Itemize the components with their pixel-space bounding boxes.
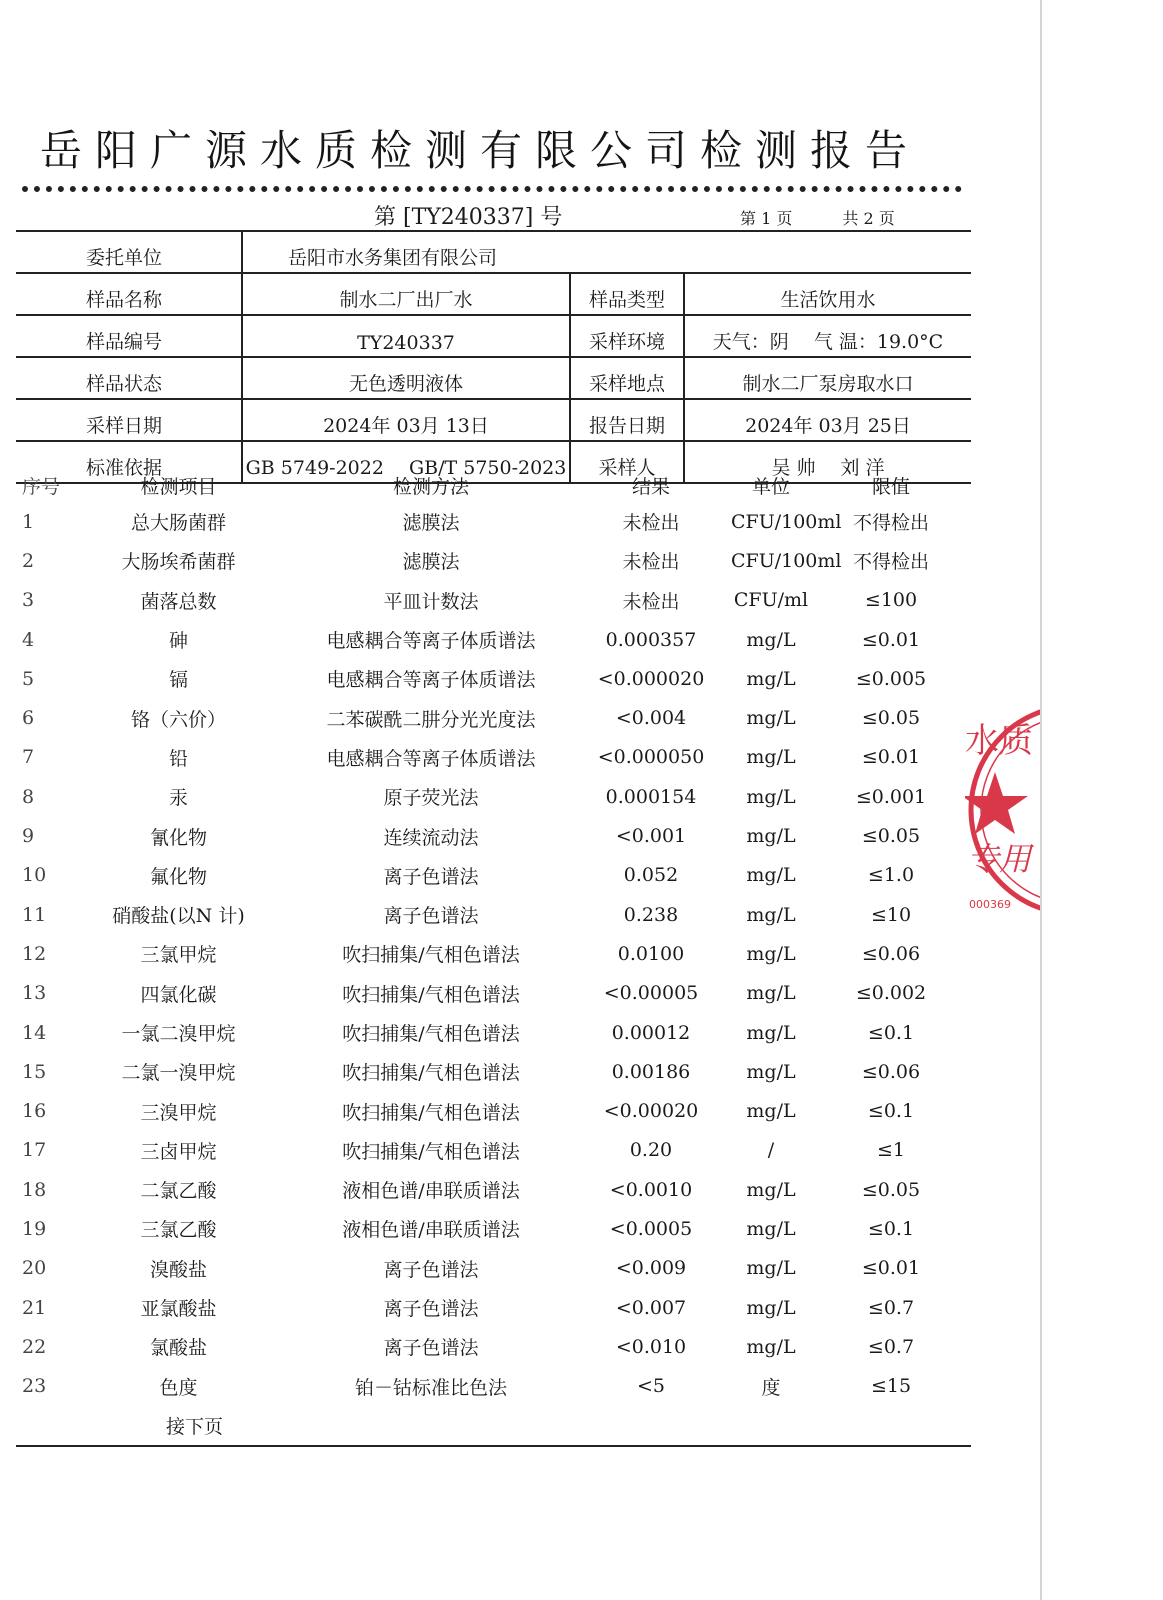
cell-limit: ≤0.7 (867, 1296, 915, 1319)
cell-seq: 22 (22, 1335, 47, 1358)
cell-method: 吹扫捕集/气相色谱法 (342, 1062, 520, 1085)
info-label: 采样地点 (570, 357, 684, 399)
table-row (16, 659, 971, 698)
cell-method: 滤膜法 (402, 551, 460, 574)
cell-limit: ≤15 (870, 1375, 912, 1398)
col-header-method: 检测方法 (392, 475, 469, 498)
cell-seq: 19 (22, 1217, 47, 1240)
cell-unit: mg/L (746, 667, 796, 690)
cell-limit: ≤0.01 (861, 628, 921, 651)
cell-seq: 15 (22, 1060, 47, 1083)
seal-code: 000369 (969, 898, 1011, 911)
info-label: 采样日期 (16, 399, 242, 441)
cell-seq: 6 (22, 707, 35, 730)
cell-result: 未检出 (622, 551, 680, 574)
cell-result: 0.00012 (611, 1021, 691, 1044)
table-row (16, 1013, 971, 1052)
page-total: 共 2 页 (842, 209, 895, 228)
cell-unit: mg/L (746, 1335, 796, 1358)
cell-unit: mg/L (746, 942, 796, 965)
cell-method: 原子荧光法 (383, 787, 479, 810)
info-row (16, 315, 971, 357)
cell-unit: mg/L (746, 864, 796, 887)
page-counter (740, 206, 895, 229)
info-value: 吴 帅 刘 洋 (684, 441, 971, 483)
cell-item: 亚氯酸盐 (140, 1298, 217, 1321)
table-row (16, 1249, 971, 1288)
table-row (16, 974, 971, 1013)
cell-result: <0.000020 (597, 667, 705, 690)
cell-item: 三氯甲烷 (140, 944, 217, 967)
cell-method: 吹扫捕集/气相色谱法 (342, 1101, 520, 1124)
cell-method: 离子色谱法 (383, 1258, 479, 1281)
cell-item: 三氯乙酸 (140, 1219, 217, 1242)
cell-method: 电感耦合等离子体质谱法 (326, 630, 536, 653)
info-value: 生活饮用水 (684, 273, 971, 315)
cell-result: 0.00186 (611, 1060, 691, 1083)
cell-result: <0.00005 (603, 982, 699, 1005)
table-row (16, 1288, 971, 1327)
table-row (16, 1131, 971, 1170)
col-header-seq: 序号 (22, 475, 61, 498)
continued-seq (16, 1406, 66, 1446)
cell-method: 滤膜法 (402, 512, 460, 535)
page-edge (1040, 0, 1042, 1600)
cell-result: <0.00020 (603, 1100, 699, 1123)
info-label: 样品编号 (16, 315, 242, 357)
cell-unit: mg/L (746, 746, 796, 769)
col-header-result: 结果 (631, 475, 670, 498)
info-row (16, 399, 971, 441)
info-label: 样品名称 (16, 273, 242, 315)
cell-unit: mg/L (746, 1178, 796, 1201)
cell-result: <0.0010 (609, 1178, 693, 1201)
info-value: 2024年 03月 13日 (242, 399, 570, 441)
report-title: 岳阳广源水质检测有限公司检测报告 (40, 126, 921, 175)
table-row (16, 1367, 971, 1406)
col-header-item: 检测项目 (140, 475, 217, 498)
seal-text-top: 水质 (965, 721, 1033, 761)
cell-result: 未检出 (622, 590, 680, 613)
cell-item: 溴酸盐 (149, 1258, 207, 1281)
cell-item: 汞 (168, 787, 188, 810)
cell-method: 离子色谱法 (383, 1337, 479, 1360)
table-row (16, 1170, 971, 1209)
cell-method: 吹扫捕集/气相色谱法 (342, 1140, 520, 1163)
cell-result: 0.052 (623, 864, 679, 887)
cell-result: 0.0100 (617, 942, 685, 965)
cell-limit: ≤0.1 (867, 1021, 915, 1044)
cell-item: 硝酸盐(以N 计) (112, 905, 245, 928)
cell-limit: ≤10 (870, 903, 912, 926)
title-divider (22, 186, 962, 192)
table-row (16, 738, 971, 777)
cell-limit: 不得检出 (852, 551, 929, 574)
cell-seq: 23 (22, 1375, 47, 1398)
cell-item: 总大肠菌群 (130, 512, 226, 535)
table-row (16, 856, 971, 895)
info-value: 2024年 03月 25日 (684, 399, 971, 441)
cell-seq: 2 (22, 549, 35, 572)
cell-method: 离子色谱法 (383, 1298, 479, 1321)
seal-graphic (965, 690, 1040, 930)
cell-item: 氰化物 (149, 826, 207, 849)
cell-method: 电感耦合等离子体质谱法 (326, 669, 536, 692)
cell-seq: 7 (22, 746, 35, 769)
info-row (16, 231, 971, 273)
cell-item: 铬（六价） (130, 708, 226, 731)
cell-item: 大肠埃希菌群 (121, 551, 236, 574)
cell-method: 吹扫捕集/气相色谱法 (342, 1023, 520, 1045)
red-seal (965, 690, 1040, 930)
results-body (16, 502, 971, 1446)
info-label: 样品类型 (570, 273, 684, 315)
table-row (16, 502, 971, 541)
cell-limit: ≤0.06 (861, 942, 921, 965)
cell-method: 吹扫捕集/气相色谱法 (342, 944, 520, 967)
cell-unit: mg/L (746, 982, 796, 1005)
info-label: 采样人 (570, 441, 684, 483)
cell-item: 二氯乙酸 (140, 1180, 217, 1203)
cell-limit: ≤0.1 (867, 1100, 915, 1123)
cell-unit: mg/L (746, 825, 796, 848)
cell-unit: mg/L (746, 1217, 796, 1240)
continued-row (16, 1406, 971, 1446)
cell-item: 三溴甲烷 (140, 1101, 217, 1124)
cell-result: 0.238 (623, 903, 679, 926)
continued-note: 接下页 (66, 1406, 971, 1446)
info-label: 采样环境 (570, 315, 684, 357)
info-label: 标准依据 (16, 441, 242, 483)
cell-limit: ≤0.002 (855, 982, 927, 1005)
info-value: 天气：阴 气 温：19.0°C (684, 315, 971, 357)
report-number: 第 [TY240337] 号 (374, 205, 563, 230)
cell-result: <0.000050 (597, 746, 705, 769)
info-value: 制水二厂出厂水 (242, 273, 570, 315)
cell-unit: mg/L (746, 707, 796, 730)
table-row (16, 1052, 971, 1091)
table-row (16, 1209, 971, 1248)
cell-unit: 度 (761, 1376, 781, 1399)
table-row (16, 934, 971, 973)
cell-method: 二苯碳酰二肼分光光度法 (326, 708, 536, 731)
cell-result: 未检出 (622, 512, 680, 535)
table-row (16, 816, 971, 855)
cell-unit: CFU/100ml (731, 510, 842, 533)
info-value: GB 5749-2022 GB/T 5750-2023 (242, 441, 570, 483)
cell-item: 一氯二溴甲烷 (121, 1023, 236, 1045)
cell-method: 离子色谱法 (383, 905, 479, 928)
info-value: 无色透明液体 (242, 357, 570, 399)
cell-seq: 12 (22, 942, 47, 965)
cell-seq: 1 (22, 510, 35, 533)
info-label: 委托单位 (16, 231, 242, 273)
seal-text-bottom: 专用 (967, 840, 1032, 878)
cell-limit: ≤0.001 (855, 785, 927, 808)
cell-seq: 14 (22, 1021, 47, 1044)
cell-seq: 17 (22, 1139, 47, 1162)
cell-unit: mg/L (746, 1100, 796, 1123)
cell-unit: mg/L (746, 1257, 796, 1280)
results-header-row (16, 468, 971, 502)
cell-unit: mg/L (746, 1060, 796, 1083)
cell-result: <0.010 (615, 1335, 687, 1358)
cell-unit: / (767, 1139, 775, 1162)
table-row (16, 698, 971, 737)
cell-item: 四氯化碳 (140, 983, 217, 1006)
col-header-limit: 限值 (871, 475, 910, 498)
cell-method: 电感耦合等离子体质谱法 (326, 747, 536, 770)
table-row (16, 1091, 971, 1130)
cell-result: <0.004 (615, 707, 687, 730)
cell-unit: mg/L (746, 1296, 796, 1319)
info-value: 制水二厂泵房取水口 (684, 357, 971, 399)
table-row (16, 1327, 971, 1366)
cell-seq: 18 (22, 1178, 47, 1201)
cell-result: <0.009 (615, 1257, 687, 1280)
cell-seq: 8 (22, 785, 35, 808)
cell-result: <0.007 (615, 1296, 687, 1319)
cell-item: 三卤甲烷 (140, 1140, 217, 1163)
table-row (16, 581, 971, 620)
cell-unit: CFU/100ml (731, 549, 842, 572)
cell-seq: 11 (22, 903, 47, 926)
cell-unit: mg/L (746, 1021, 796, 1044)
cell-item: 氟化物 (149, 865, 207, 888)
cell-unit: mg/L (746, 785, 796, 808)
cell-seq: 16 (22, 1100, 47, 1123)
cell-limit: ≤0.06 (861, 1060, 921, 1083)
col-header-unit: 单位 (751, 475, 790, 498)
table-row (16, 777, 971, 816)
cell-item: 菌落总数 (140, 590, 217, 613)
cell-unit: mg/L (746, 628, 796, 651)
cell-limit: ≤0.01 (861, 746, 921, 769)
info-row (16, 273, 971, 315)
cell-limit: ≤0.1 (867, 1217, 915, 1240)
cell-limit: ≤1 (876, 1139, 905, 1162)
cell-seq: 5 (22, 667, 35, 690)
cell-seq: 9 (22, 825, 35, 848)
cell-unit: CFU/ml (733, 589, 809, 612)
cell-method: 铂－钴标准比色法 (354, 1376, 507, 1399)
cell-limit: ≤0.05 (861, 825, 921, 848)
cell-result: <5 (636, 1375, 665, 1398)
cell-seq: 3 (22, 589, 35, 612)
cell-limit: 不得检出 (852, 512, 929, 535)
cell-limit: ≤1.0 (867, 864, 915, 887)
table-row (16, 895, 971, 934)
info-label: 样品状态 (16, 357, 242, 399)
cell-method: 吹扫捕集/气相色谱法 (342, 983, 520, 1006)
cell-limit: ≤0.05 (861, 707, 921, 730)
results-table (16, 468, 971, 1447)
cell-seq: 4 (22, 628, 35, 651)
cell-method: 液相色谱/串联质谱法 (342, 1219, 520, 1242)
cell-seq: 13 (22, 982, 47, 1005)
cell-method: 平皿计数法 (383, 590, 479, 613)
info-value: TY240337 (242, 315, 570, 357)
cell-seq: 20 (22, 1257, 47, 1280)
info-label: 报告日期 (570, 399, 684, 441)
cell-seq: 21 (22, 1296, 47, 1319)
cell-item: 砷 (168, 630, 188, 653)
cell-result: 0.000154 (605, 785, 697, 808)
table-row (16, 620, 971, 659)
cell-result: <0.001 (615, 825, 687, 848)
cell-item: 氯酸盐 (149, 1337, 207, 1360)
cell-result: 0.000357 (605, 628, 697, 651)
cell-method: 离子色谱法 (383, 865, 479, 888)
cell-method: 液相色谱/串联质谱法 (342, 1180, 520, 1203)
info-value: 岳阳市水务集团有限公司 (242, 231, 971, 273)
sample-info-table (16, 230, 971, 484)
cell-limit: ≤0.005 (855, 667, 927, 690)
cell-limit: ≤0.01 (861, 1257, 921, 1280)
info-row (16, 357, 971, 399)
cell-item: 二氯一溴甲烷 (121, 1062, 236, 1085)
cell-item: 铅 (168, 747, 188, 770)
cell-result: <0.0005 (609, 1217, 693, 1240)
cell-result: 0.20 (629, 1139, 673, 1162)
cell-seq: 10 (22, 864, 47, 887)
cell-item: 色度 (159, 1376, 198, 1399)
table-row (16, 541, 971, 580)
cell-limit: ≤0.05 (861, 1178, 921, 1201)
cell-method: 连续流动法 (383, 826, 479, 849)
cell-limit: ≤100 (864, 589, 918, 612)
page-current: 第 1 页 (740, 209, 793, 228)
cell-limit: ≤0.7 (867, 1335, 915, 1358)
cell-unit: mg/L (746, 903, 796, 926)
cell-item: 镉 (168, 669, 188, 692)
